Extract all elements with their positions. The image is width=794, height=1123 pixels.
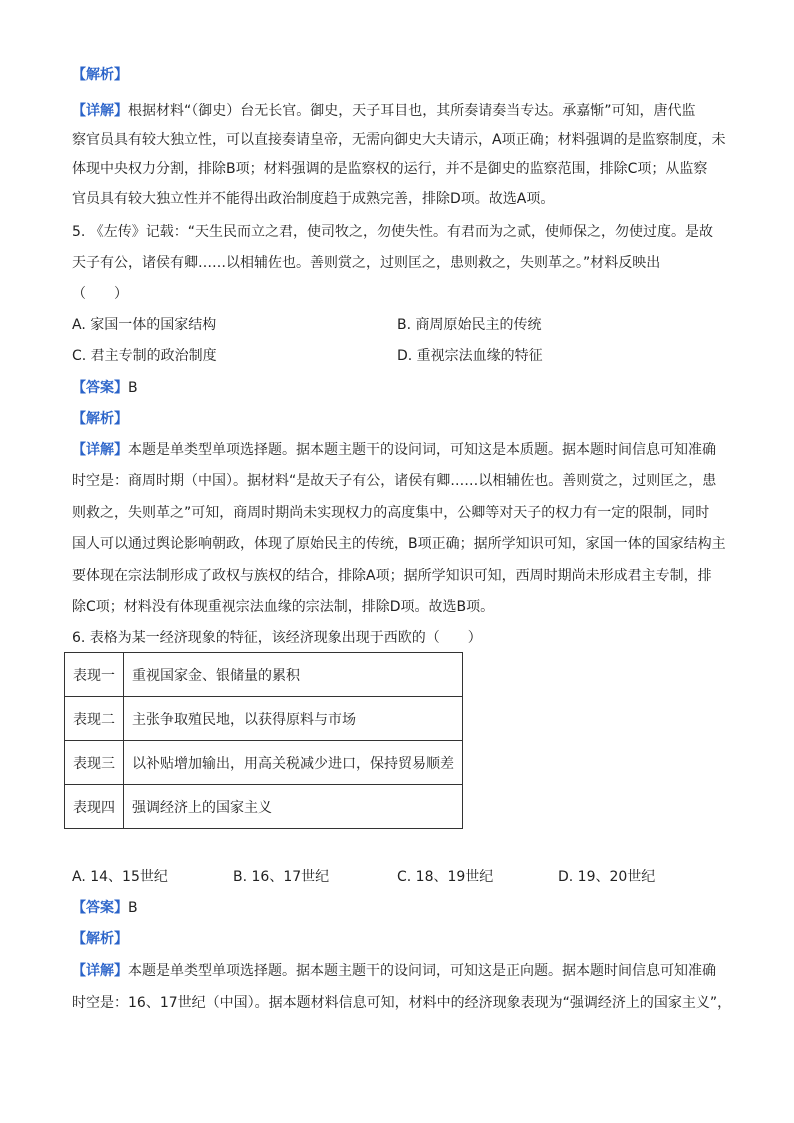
q6-analysis-tag: 【解析】 (72, 931, 128, 947)
q5-answer-tag: 【答案】 (72, 380, 128, 396)
q6-option-a: A. 14、15世纪 (72, 869, 168, 885)
q5-stem-line-3: （ ） (72, 286, 128, 302)
q6-answer-line (72, 897, 138, 919)
table-cell-text: 强调经济上的国家主义 (124, 785, 463, 829)
q5-detail-line-2: 时空是：商周时期（中国）。据材料“是故天子有公，诸侯有卿……以相辅佐也。善则赏之，过则匡之，患 (72, 473, 717, 489)
q6-stem: 6. 表格为某一经济现象的特征，该经济现象出现于西欧的（ ） (72, 630, 482, 646)
q5-answer: B (128, 380, 138, 396)
q5-option-c: C. 君主专制的政治制度 (72, 348, 217, 364)
table-cell-text: 主张争取殖民地，以获得原料与市场 (124, 697, 463, 741)
table-cell-label: 表现三 (65, 741, 124, 785)
q5-stem-line-1: 5. 《左传》记载：“天生民而立之君，使司牧之，勿使失性。有君而为之贰，使师保之，勿使过度。是故 (72, 224, 714, 240)
q5-analysis-tag: 【解析】 (72, 411, 128, 427)
q5-detail-tag: 【详解】 (72, 442, 128, 458)
q5-detail-line-6: 除C项；材料没有体现重视宗法血缘的宗法制，排除D项。故选B项。 (72, 599, 495, 615)
q6-detail-line-1: 【详解】本题是单类型单项选择题。据本题主题干的设问词，可知这是正向题。据本题时间信息可知准确 (72, 963, 716, 979)
table-cell-label: 表现四 (65, 785, 124, 829)
q4-detail-line-3: 体现中央权力分割，排除B项；材料强调的是监察权的运行，并不是御史的监察范围，排除C项；从监察 (72, 161, 708, 177)
q5-stem-line-2: 天子有公，诸侯有卿……以相辅佐也。善则赏之，过则匡之，患则救之，失则革之。”材料反映出 (72, 255, 661, 271)
q6-option-d: D. 19、20世纪 (558, 869, 656, 885)
q5-detail-line-3: 则救之，失则革之”可知，商周时期尚未实现权力的高度集中，公卿等对天子的权力有一定的限制，同时 (72, 505, 710, 521)
table-row (65, 785, 463, 829)
q6-option-b: B. 16、17世纪 (233, 869, 330, 885)
q4-detail-line-4: 官员具有较大独立性并不能得出政治制度趋于成熟完善，排除D项。故选A项。 (72, 191, 555, 207)
q4-analysis-tag: 【解析】 (72, 67, 128, 83)
q6-answer-tag: 【答案】 (72, 900, 128, 916)
q4-detail-line-2: 察官员具有较大独立性，可以直接奏请皇帝，无需向御史大夫请示，A项正确；材料强调的是监察制度，未 (72, 132, 726, 148)
q6-option-c: C. 18、19世纪 (397, 869, 494, 885)
q5-detail-line-4: 国人可以通过舆论影响朝政，体现了原始民主的传统，B项正确；据所学知识可知，家国一体的国家结构主 (72, 536, 726, 552)
q6-table (64, 652, 463, 829)
q4-detail-line-1: 【详解】根据材料“（御史）台无长官。御史，天子耳目也，其所奏请奏当专达。承嘉惭”可知，唐代监 (72, 103, 696, 119)
q5-option-d: D. 重视宗法血缘的特征 (397, 348, 543, 364)
q6-detail-line-2: 时空是：16、17世纪（中国）。据本题材料信息可知，材料中的经济现象表现为“强调经济上的国家主义”， (72, 995, 732, 1011)
q5-detail-line-5: 要体现在宗法制形成了政权与族权的结合，排除A项；据所学知识可知，西周时期尚未形成君主专制，排 (72, 568, 712, 584)
table-row (65, 697, 463, 741)
q6-detail-tag: 【详解】 (72, 963, 128, 979)
q5-option-b: B. 商周原始民主的传统 (397, 317, 542, 333)
q4-detail-tag: 【详解】 (72, 103, 128, 119)
table-cell-label: 表现二 (65, 697, 124, 741)
q5-detail-line-1: 【详解】本题是单类型单项选择题。据本题主题干的设问词，可知这是本质题。据本题时间信息可知准确 (72, 442, 716, 458)
table-cell-label: 表现一 (65, 653, 124, 697)
table-cell-text: 重视国家金、银储量的累积 (124, 653, 463, 697)
q5-option-a: A. 家国一体的国家结构 (72, 317, 217, 333)
table-row (65, 741, 463, 785)
table-cell-text: 以补贴增加输出，用高关税减少进口，保持贸易顺差 (124, 741, 463, 785)
q5-answer-line (72, 377, 138, 399)
table-row (65, 653, 463, 697)
q6-answer: B (128, 900, 138, 916)
